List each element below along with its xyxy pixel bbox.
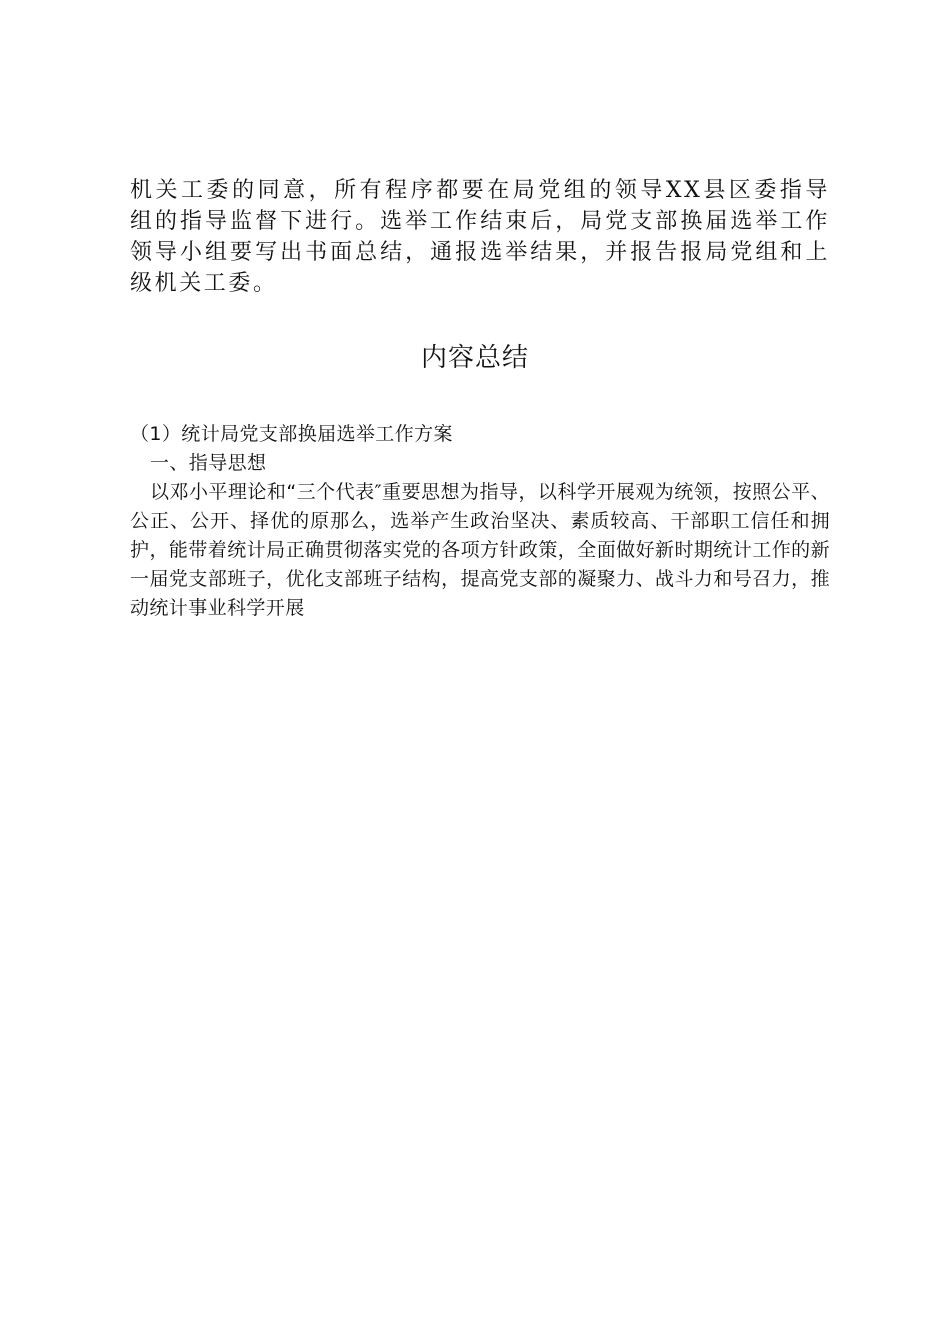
- summary-heading: 一、指导思想: [150, 452, 267, 474]
- summary-body: 以邓小平理论和“三个代表″重要思想为指导，以科学开展观为统领，按照公平、公正、公开、择优的原那么，选举产生政治坚决、素质较高、干部职工信任和拥护，能带着统计局正确贯彻落实党的各项方针政策，全面做好新时期统计工作的新一届党支部班子，优化支部班子结构，提高党支部的凝聚力、战斗力和号召力，推动统计事业科学开展: [130, 481, 830, 619]
- continuation-text: [130, 175, 830, 299]
- summary-item-title: （1）统计局党支部换届选举工作方案: [130, 423, 453, 445]
- summary-title: 内容总结: [420, 343, 529, 373]
- summary-section: [130, 420, 830, 623]
- continuation-paragraph: 机关工委的同意，所有程序都要在局党组的领导XX县区委指导组的指导监督下进行。选举工作结束后，局党支部换届选举工作领导小组要写出书面总结，通报选举结果，并报告报局党组和上级机关工委。: [130, 178, 830, 296]
